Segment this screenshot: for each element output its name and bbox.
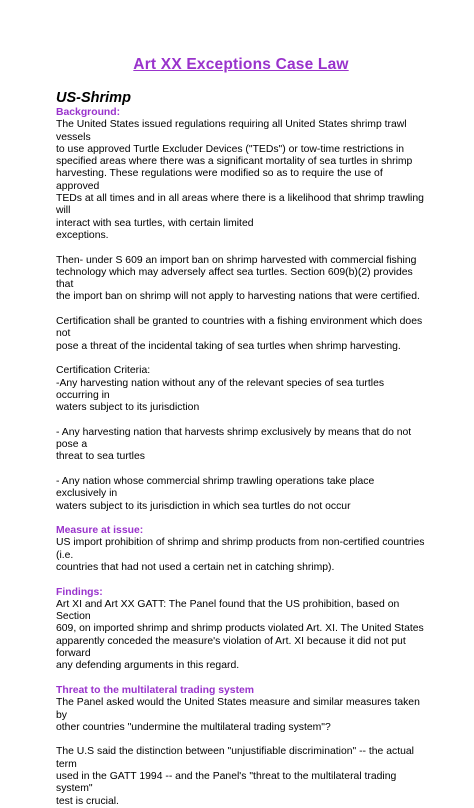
paragraph-gap (56, 414, 426, 426)
criteria-item-3 (56, 476, 426, 513)
paragraph-gap (56, 574, 426, 586)
criteria-item-2 (56, 427, 426, 464)
text-line: Then- under S 609 an import ban on shrimp harvested with commercial fishing (56, 254, 417, 266)
case-title: US-Shrimp (56, 90, 131, 106)
threat-heading: Threat to the multilateral trading system (56, 684, 255, 696)
paragraph-gap (56, 464, 426, 476)
text-line: -Any harvesting nation without any of the relevant species of sea turtles occurring in (56, 377, 385, 401)
text-line: 609, on imported shrimp and shrimp products violated Art. XI. The United States (56, 623, 424, 635)
text-line: the import ban on shrimp will not apply to harvesting nations that were certified. (56, 291, 420, 303)
text-line: apparently conceded the measure's violation of Art. XI because it did not put forward (56, 635, 406, 660)
threat-paragraph-2 (56, 746, 426, 807)
text-line: pose a threat of the incidental taking of sea turtles when shrimp harvesting. (56, 340, 401, 352)
text-line: exceptions. (56, 229, 109, 241)
paragraph-gap (56, 304, 426, 316)
text-line: countries that had not used a certain net in catching shrimp). (56, 561, 335, 573)
paragraph-gap (56, 673, 426, 685)
findings-paragraph (56, 599, 426, 673)
text-line: - Any nation whose commercial shrimp trawling operations take place exclusively in (56, 475, 375, 500)
text-line: waters subject to its jurisdiction (56, 402, 200, 414)
text-line: interact with sea turtles, with certain limited (56, 217, 254, 229)
certification-criteria (56, 365, 426, 414)
measure-paragraph (56, 537, 426, 574)
text-line: to use approved Turtle Excluder Devices ("TEDs") or tow-time restrictions in (56, 143, 405, 155)
text-line: waters subject to its jurisdiction in which sea turtles do not occur (56, 500, 351, 512)
text-line: TEDs at all times and in all areas where there is a likelihood that shrimp trawling will (56, 193, 424, 217)
paragraph-gap (56, 353, 426, 365)
document-page (56, 56, 426, 808)
threat-paragraph-1 (56, 697, 426, 734)
paragraph-gap (56, 242, 426, 254)
text-line: harvesting. These regulations were modified so as to require the use of approved (56, 168, 383, 192)
text-line: Certification Criteria: (56, 365, 151, 377)
text-line: - Any harvesting nation that harvests shrimp exclusively by means that do not pose a (56, 426, 412, 451)
background-paragraph-1 (56, 119, 426, 242)
text-line: technology which may adversely affect sea turtles. Section 609(b)(2) provides that (56, 266, 413, 291)
text-line: any defending arguments in this regard. (56, 660, 240, 672)
text-line: US import prohibition of shrimp and shrimp products from non-certified countries (i.e. (56, 537, 425, 561)
text-line: test is crucial. (56, 795, 119, 807)
document-title: Art XX Exceptions Case Law (133, 56, 349, 73)
text-line: The U.S said the distinction between "unjustifiable discrimination" -- the actual term (56, 746, 414, 770)
text-line: Certification shall be granted to countries with a fishing environment which does not (56, 316, 423, 340)
text-line: other countries "undermine the multilateral trading system"? (56, 721, 331, 733)
measure-heading: Measure at issue: (56, 525, 144, 537)
text-line: The United States issued regulations requiring all United States shrimp trawl vessels (56, 119, 407, 143)
background-heading: Background: (56, 107, 121, 118)
text-line: Art XI and Art XX GATT: The Panel found that the US prohibition, based on Section (56, 598, 400, 623)
text-line: specified areas where there was a significant mortality of sea turtles in shrimp (56, 156, 413, 168)
findings-heading: Findings: (56, 586, 103, 598)
background-paragraph-2 (56, 255, 426, 304)
background-paragraph-3 (56, 316, 426, 353)
paragraph-gap (56, 513, 426, 525)
paragraph-gap (56, 734, 426, 746)
text-line: threat to sea turtles (56, 451, 145, 463)
text-line: The Panel asked would the United States measure and similar measures taken by (56, 697, 420, 721)
text-line: used in the GATT 1994 -- and the Panel's "threat to the multilateral trading system" (56, 771, 397, 795)
